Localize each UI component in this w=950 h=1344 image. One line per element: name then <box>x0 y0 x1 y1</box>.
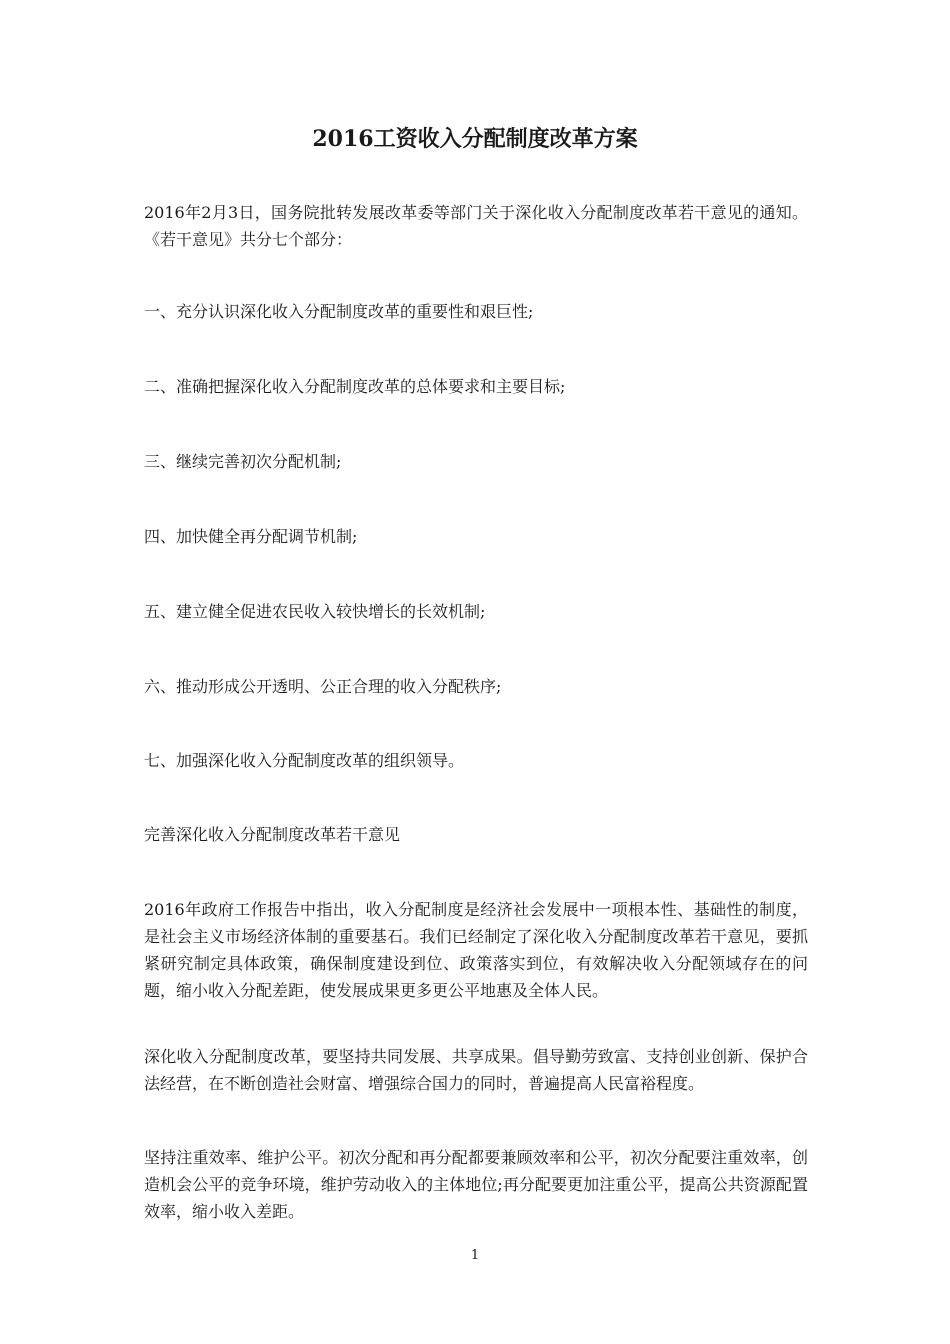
body-paragraph-2: 深化收入分配制度改革，要坚持共同发展、共享成果。倡导勤劳致富、支持创业创新、保护合法经营，在不断创造社会财富、增强综合国力的同时，普遍提高人民富裕程度。 <box>144 1047 808 1093</box>
list-item-4: 四、加快健全再分配调节机制; <box>144 527 358 546</box>
section-heading: 完善深化收入分配制度改革若干意见 <box>144 825 401 844</box>
page-title: 2016工资收入分配制度改革方案 <box>312 126 638 152</box>
list-item-2: 二、准确把握深化收入分配制度改革的总体要求和主要目标; <box>144 377 566 396</box>
list-item-5: 五、建立健全促进农民收入较快增长的长效机制; <box>144 602 486 621</box>
body-paragraph-3: 坚持注重效率、维护公平。初次分配和再分配都要兼顾效率和公平，初次分配要注重效率，创造机会公平的竞争环境，维护劳动收入的主体地位;再分配要更加注重公平，提高公共资源配置效率，缩小收入差距。 <box>144 1148 808 1221</box>
list-item-3: 三、继续完善初次分配机制; <box>144 452 342 471</box>
body-paragraph-1: 2016年政府工作报告中指出，收入分配制度是经济社会发展中一项根本性、基础性的制度，是社会主义市场经济体制的重要基石。我们已经制定了深化收入分配制度改革若干意见，要抓紧研究制定具体政策，确保制度建设到位、政策落实到位，有效解决收入分配领域存在的问题，缩小收入分配差距，使发展成果更多更公平地惠及全体人民。 <box>144 900 808 1000</box>
list-item-6: 六、推动形成公开透明、公正合理的收入分配秩序; <box>144 677 502 696</box>
intro-paragraph: 2016年2月3日，国务院批转发展改革委等部门关于深化收入分配制度改革若干意见的通知。《若干意见》共分七个部分： <box>144 203 808 249</box>
list-item-7: 七、加强深化收入分配制度改革的组织领导。 <box>144 751 465 770</box>
page-number: 1 <box>470 1248 480 1263</box>
list-item-1: 一、充分认识深化收入分配制度改革的重要性和艰巨性; <box>144 302 534 321</box>
